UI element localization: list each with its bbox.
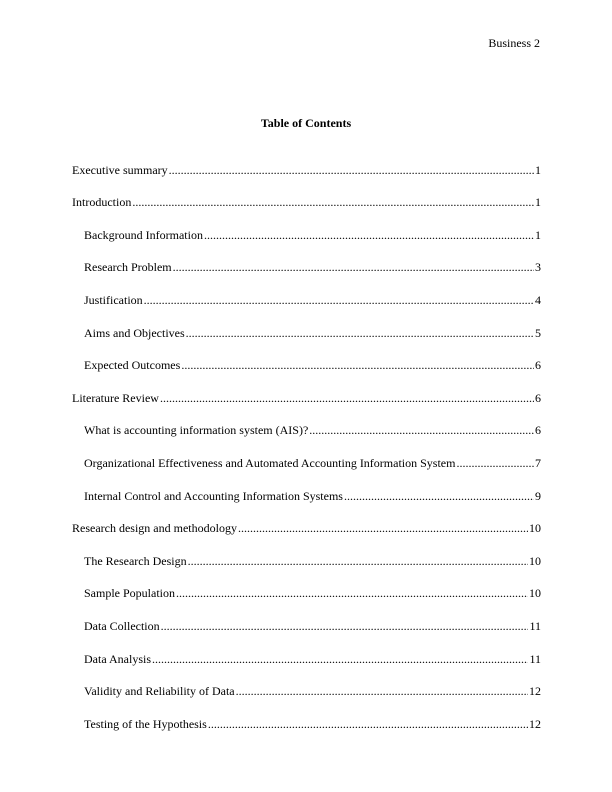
toc-dot-leader [238, 521, 528, 535]
toc-entry-page: 4 [535, 292, 541, 307]
toc-entry-page: 1 [535, 227, 541, 242]
toc-entry-label: Background Information [84, 227, 203, 242]
toc-entry-page: 10 [529, 553, 541, 568]
toc-entry-label: Sample Population [84, 586, 175, 601]
page-header [488, 36, 540, 50]
toc-entry[interactable] [72, 600, 541, 633]
toc-entry-page: 6 [535, 358, 541, 373]
toc-entry-label: Justification [84, 292, 143, 307]
toc-entry[interactable] [72, 144, 541, 177]
toc-title: Table of Contents [260, 116, 352, 130]
toc-entry[interactable] [72, 340, 541, 373]
toc-entry-page: 6 [535, 423, 541, 438]
toc-entry-label: The Research Design [84, 553, 187, 568]
toc-entry-page: 10 [529, 586, 541, 601]
toc-entry[interactable] [72, 372, 541, 405]
header-page-number: 2 [534, 36, 540, 50]
toc-entry-page: 10 [529, 521, 541, 536]
toc-entry[interactable] [72, 568, 541, 601]
toc-entry-label: Testing of the Hypothesis [84, 716, 207, 731]
toc-entry-page: 6 [535, 390, 541, 405]
toc-dot-leader [181, 358, 534, 372]
toc-entry-label: Data Analysis [84, 651, 151, 666]
toc-dot-leader [161, 619, 529, 633]
toc-dot-leader [186, 326, 534, 340]
toc-entry[interactable] [72, 274, 541, 307]
toc-entry[interactable] [72, 470, 541, 503]
toc-dot-leader [132, 195, 534, 209]
toc-entry-label: Literature Review [72, 390, 159, 405]
toc-entry[interactable] [72, 307, 541, 340]
table-of-contents [72, 144, 541, 731]
toc-entry-label: Research design and methodology [72, 521, 237, 536]
toc-entry[interactable] [72, 405, 541, 438]
toc-entry-label: Validity and Reliability of Data [84, 684, 235, 699]
toc-entry[interactable] [72, 503, 541, 536]
toc-entry[interactable] [72, 437, 541, 470]
toc-entry-label: Executive summary [72, 162, 168, 177]
toc-entry[interactable] [72, 242, 541, 275]
toc-dot-leader [152, 652, 528, 666]
toc-entry-label: What is accounting information system (AIS)? [84, 423, 309, 438]
toc-entry-label: Internal Control and Accounting Information Systems [84, 488, 343, 503]
toc-entry-page: 11 [529, 651, 541, 666]
toc-entry[interactable] [72, 209, 541, 242]
toc-entry-page: 3 [535, 260, 541, 275]
toc-dot-leader [456, 456, 534, 470]
toc-entry[interactable] [72, 666, 541, 699]
toc-dot-leader [176, 586, 528, 600]
toc-entry[interactable] [72, 698, 541, 731]
toc-entry-page: 1 [535, 195, 541, 210]
toc-dot-leader [309, 423, 534, 437]
toc-entry[interactable] [72, 535, 541, 568]
running-head: Business [488, 36, 531, 50]
toc-entry-page: 9 [535, 488, 541, 503]
toc-entry-label: Expected Outcomes [84, 358, 181, 373]
toc-entry-page: 1 [535, 162, 541, 177]
toc-dot-leader [160, 391, 534, 405]
toc-entry-label: Data Collection [84, 618, 160, 633]
toc-dot-leader [236, 684, 528, 698]
toc-entry-label: Introduction [72, 195, 132, 210]
toc-entry-label: Research Problem [84, 260, 172, 275]
toc-entry-page: 11 [529, 618, 541, 633]
toc-entry-label: Aims and Objectives [84, 325, 185, 340]
toc-dot-leader [344, 489, 534, 503]
toc-entry-page: 12 [529, 684, 541, 699]
toc-entry-page: 7 [535, 455, 541, 470]
toc-dot-leader [204, 228, 534, 242]
toc-dot-leader [169, 163, 534, 177]
toc-dot-leader [208, 717, 528, 731]
toc-entry-label: Organizational Effectiveness and Automated Accounting Information System [84, 455, 456, 470]
toc-dot-leader [188, 554, 528, 568]
toc-entry-page: 12 [529, 716, 541, 731]
toc-entry[interactable] [72, 177, 541, 210]
toc-dot-leader [173, 260, 534, 274]
toc-dot-leader [144, 293, 534, 307]
toc-entry-page: 5 [535, 325, 541, 340]
toc-entry[interactable] [72, 633, 541, 666]
